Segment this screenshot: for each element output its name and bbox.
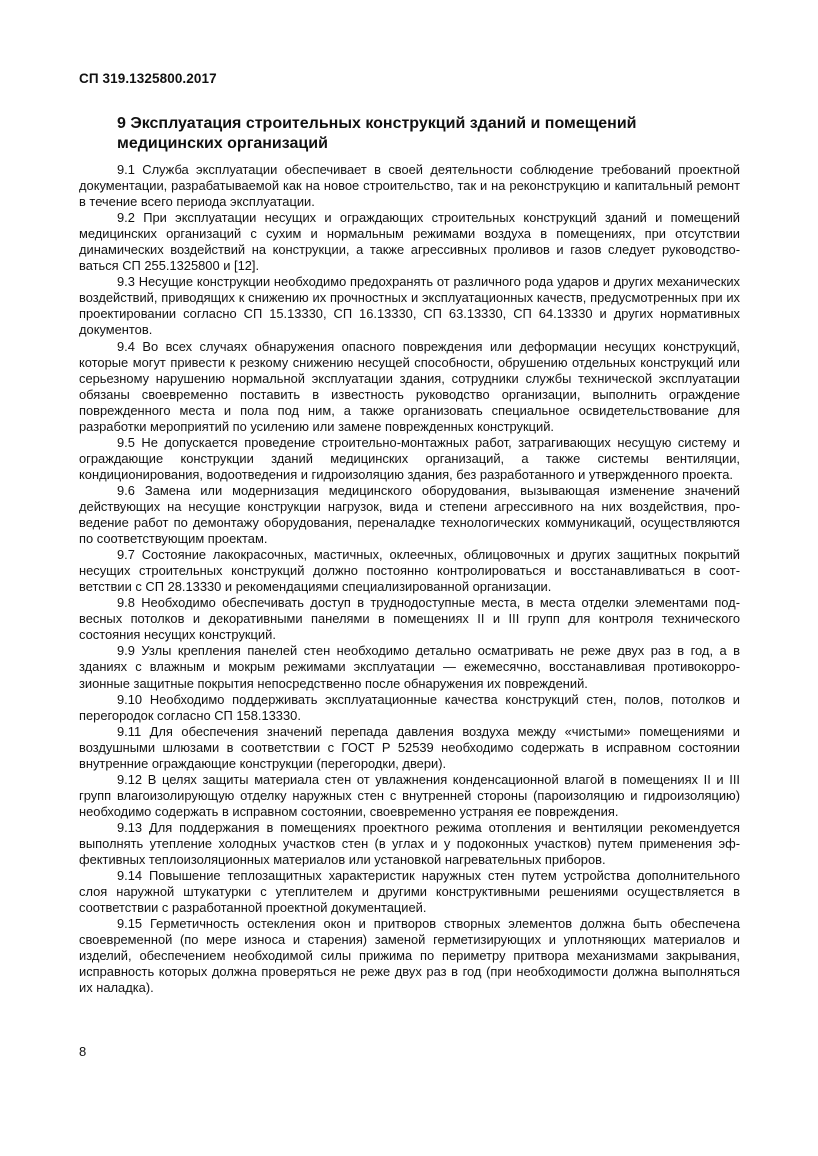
paragraph-9-9: 9.9 Узлы крепления панелей стен необходимо детально осматривать не реже двух раз в год, а в зданиях с влажным и мокрым режимами эксплуатации — ежемесячно, восстанавливая противокоррозионные защитные покрытия непосредственно после обнаружения их повреждений. [79,643,740,691]
page-number: 8 [79,1044,87,1059]
paragraph-9-14: 9.14 Повышение теплозащитных характеристик наружных стен путем устройства дополнительного слоя наружной штукатурки с утеплителем и другими конструктивными решениями осуществляется в соответствии с разработанной проектной документацией. [79,868,740,916]
section-title: 9 Эксплуатация строительных конструкций зданий и помещений медицинских организаций [117,115,637,152]
document-code-header: СП 319.1325800.2017 [79,71,217,86]
paragraph-9-1: 9.1 Служба эксплуатации обеспечивает в своей деятельности соблюдение требований проектной документации, разрабатываемой как на новое строительство, так и на реконструкцию и капитальный ремонт в течение всего периода эксплуатации. [79,162,740,210]
paragraph-9-15: 9.15 Герметичность остекления окон и притворов створных элементов должна быть обеспечена своевременной (по мере износа и старения) заменой герметизирующих и уплотняющих материалов и изделий, обеспечением необходимой силы прижима по периметру притвора механизмами закрывания, исправность которых должна проверяться не реже двух раз в год (при необходимости должна выполняться их наладка). [79,916,740,996]
paragraph-9-4: 9.4 Во всех случаях обнаружения опасного повреждения или деформации несущих конструкций, которые могут привести к резкому снижению несущей способности, обрушению отдельных конструкций или серьезному нарушению нормальной эксплуатации здания, сотрудники службы технической эксплуатации обязаны своевременно поставить в известность руководство организации, выполнить ограждение поврежденного места и пола под ним, а также организовать специальное освидетельствование для разработки мероприятий по усилению или замене поврежденных конструкций. [79,338,740,434]
section-body [79,162,740,996]
paragraph-9-5: 9.5 Не допускается проведение строительно-монтажных работ, затрагивающих несущую систему и ограждающие конструкции зданий медицинских организаций, а также системы вентиляции, кондиционирования, водоотведения и гидроизоляцию здания, без разработанного и утвержденного проекта. [79,434,740,482]
paragraph-9-10: 9.10 Необходимо поддерживать эксплуатационные качества конструкций стен, полов, потолков и перегородок согласно СП 158.13330. [79,691,740,723]
paragraph-9-6: 9.6 Замена или модернизация медицинского оборудования, вызывающая изменение значений действующих на несущие конструкции нагрузок, вида и степени агрессивного на них воздействия, проведение работ по демонтажу оборудования, переналадке технологических коммуникаций, осуществляются по соответствующим проектам. [79,482,740,547]
paragraph-9-11: 9.11 Для обеспечения значений перепада давления воздуха между «чистыми» помещениями и воздушными шлюзами в соответствии с ГОСТ Р 52539 необходимо содержать в исправном состоянии внутренние ограждающие конструкции (перегородки, двери). [79,723,740,771]
paragraph-9-2: 9.2 При эксплуатации несущих и ограждающих строительных конструкций зданий и помещений медицинских организаций с сухим и нормальным режимами воздуха в помещениях, при отсутствии динамических воздействий на конструкции, а также агрессивных проливов и газов следует руководствоваться СП 255.1325800 и [12]. [79,210,740,274]
paragraph-9-8: 9.8 Необходимо обеспечивать доступ в труднодоступные места, в места отделки элементами подвесных потолков и декоративными панелями в помещениях II и III групп для контроля технического состояния несущих конструкций. [79,595,740,643]
paragraph-9-13: 9.13 Для поддержания в помещениях проектного режима отопления и вентиляции рекомендуется выполнять утепление холодных участков стен (в углах и у подоконных участков) путем применения эффективных теплоизоляционных материалов или установкой нагревательных приборов. [79,819,740,868]
paragraph-9-3: 9.3 Несущие конструкции необходимо предохранять от различного рода ударов и других механических воздействий, приводящих к снижению их прочностных и эксплуатационных качеств, предусмотренных при их проектировании согласно СП 15.13330, СП 16.13330, СП 63.13330, СП 64.13330 и других нормативных документов. [79,274,740,338]
paragraph-9-7: 9.7 Состояние лакокрасочных, мастичных, оклеечных, облицовочных и других защитных покрытий несущих строительных конструкций должно постоянно контролироваться и восстанавливаться в соответствии с СП 28.13330 и рекомендациями специализированной организации. [79,547,740,595]
paragraph-9-12: 9.12 В целях защиты материала стен от увлажнения конденсационной влагой в помещениях II и III групп влагоизолирующую отделку наружных стен с внутренней стороны (пароизоляцию и гидроизоляцию) необходимо содержать в исправном состоянии, своевременно устраняя ее повреждения. [79,771,740,819]
